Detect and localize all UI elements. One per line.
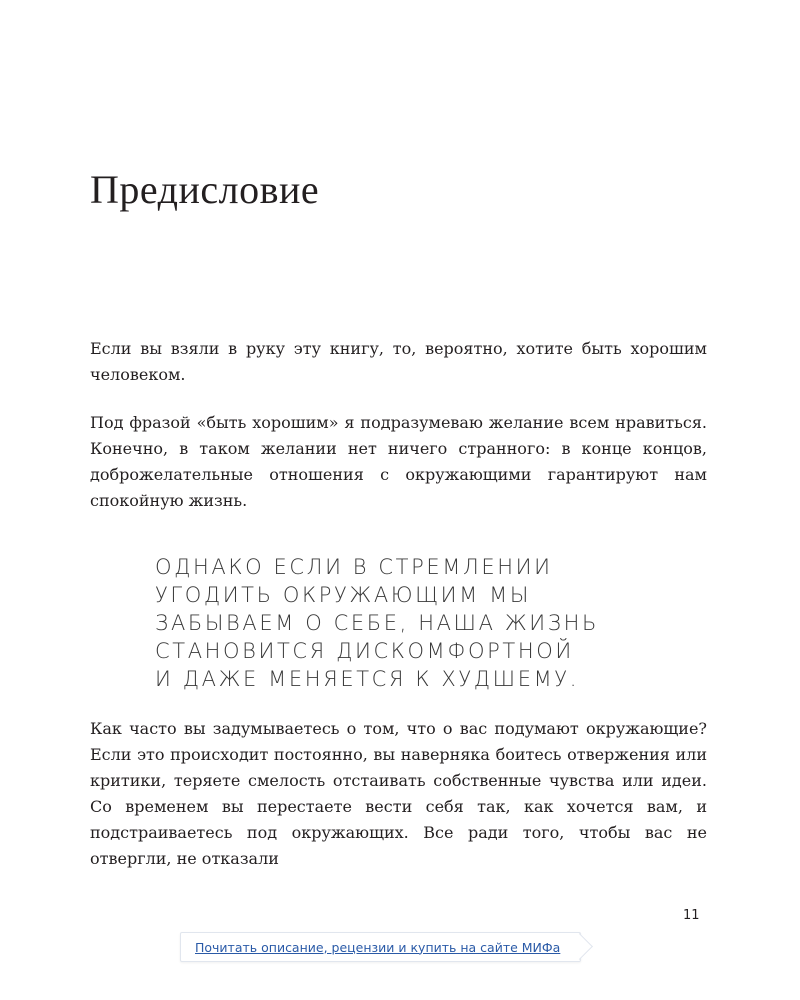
promo-banner[interactable] (180, 932, 581, 962)
paragraph-being-good: Под фразой «быть хорошим» я подразумеваю желание всем нравиться. Конечно, в таком желании нет ничего странного: в конце концов, доброжелательные отношения с окружающими гарантируют нам спокойную жизнь. (90, 413, 707, 510)
chapter-title: Предисловие (90, 167, 320, 212)
pull-quote-line: ЗАБЫВАЕМ О СЕБЕ, НАША ЖИЗНЬ (155, 611, 600, 635)
paragraph-intro: Если вы взяли в руку эту книгу, то, вероятно, хотите быть хорошим человеком. (90, 339, 707, 384)
page-number: 11 (683, 908, 700, 923)
pull-quote (155, 553, 675, 693)
pull-quote-line: ОДНАКО ЕСЛИ В СТРЕМЛЕНИИ (155, 555, 553, 579)
pull-quote-line: И ДАЖЕ МЕНЯЕТСЯ К ХУДШЕМУ. (155, 667, 579, 691)
pull-quote-line: СТАНОВИТСЯ ДИСКОМФОРТНОЙ (155, 639, 574, 663)
paragraph-others-opinion: Как часто вы задумываетесь о том, что о вас подумают окружающие? Если это происходит постоянно, вы наверняка боитесь отвержения или критики, теряете смелость отстаивать собственные чувства или идеи. Со временем вы перестаете вести себя так, как хочется вам, и подстраиваетесь под окружающих. Все ради того, чтобы вас не отвергли, не отказали (90, 719, 707, 868)
promo-link[interactable]: Почитать описание, рецензии и купить на сайте МИФа (195, 939, 561, 955)
pull-quote-line: УГОДИТЬ ОКРУЖАЮЩИМ МЫ (155, 583, 531, 607)
